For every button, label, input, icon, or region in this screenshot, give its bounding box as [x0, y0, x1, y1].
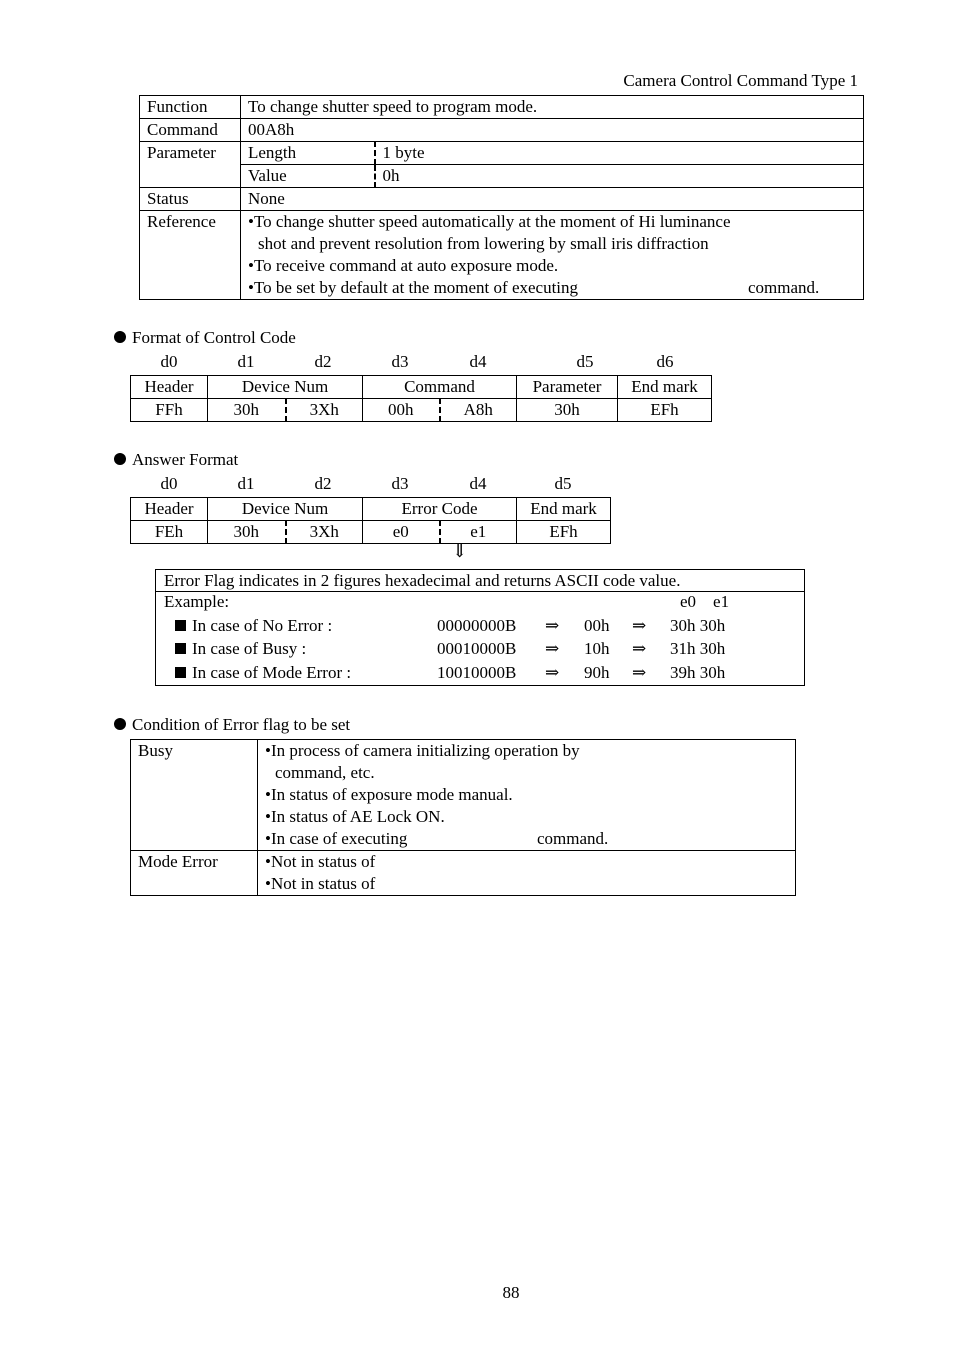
answer-format-table — [130, 497, 611, 544]
right-arrow-icon: ⇒ — [545, 639, 560, 658]
square-bullet-icon — [175, 620, 186, 631]
square-bullet-icon — [175, 667, 186, 678]
bullet-dot-icon — [114, 718, 126, 730]
error-flag-title: Error Flag indicates in 2 figures hexadecimal and returns ASCII code value. — [156, 570, 804, 592]
busy-line-5: •In case of executing — [265, 829, 408, 848]
mode-error-line-1: •Not in status of — [265, 852, 376, 871]
page-number: 88 — [502, 1283, 520, 1302]
busy-line-5-tail: command. — [537, 829, 609, 848]
right-arrow-icon: ⇒ — [545, 663, 560, 682]
control-code-value-row — [131, 399, 712, 422]
header-cell: Header — [131, 376, 208, 399]
error-code-cell: Error Code — [363, 498, 517, 521]
digit-label: d4 — [469, 352, 487, 371]
busy-line-4: •In status of AE Lock ON. — [265, 807, 445, 826]
reference-line-2: shot and prevent resolution from lowering by small iris diffraction — [258, 234, 709, 253]
condition-title: Condition of Error flag to be set — [132, 715, 351, 734]
row-hex: 90h — [584, 663, 610, 682]
reference-line-4-tail: command. — [748, 278, 820, 297]
bullet-dot-icon — [114, 331, 126, 343]
command-row — [140, 119, 864, 142]
digit-label: d5 — [576, 352, 594, 371]
value-cell: EFh — [517, 521, 611, 544]
row-ascii: 31h 30h — [670, 639, 726, 658]
page-header-title: Camera Control Command Type 1 — [623, 71, 858, 90]
value-value: 0h — [375, 165, 864, 188]
control-code-heading — [114, 328, 296, 348]
row-binary: 00010000B — [437, 639, 517, 658]
error-flag-box — [155, 569, 805, 686]
end-mark-cell: End mark — [618, 376, 712, 399]
value-cell: A8h — [440, 399, 517, 422]
value-cell: 30h — [208, 399, 286, 422]
e-heading: e0 e1 — [680, 592, 730, 611]
condition-heading — [114, 715, 350, 735]
reference-line-3: •To receive command at auto exposure mode. — [248, 256, 559, 275]
value-label: Value — [241, 165, 375, 188]
digit-label: d1 — [237, 474, 255, 493]
mode-error-line-2: •Not in status of — [265, 874, 376, 893]
digit-label: d6 — [656, 352, 674, 371]
status-label: Status — [140, 188, 241, 211]
busy-line-3: •In status of exposure mode manual. — [265, 785, 513, 804]
row-ascii: 39h 30h — [670, 663, 726, 682]
parameter-length-row — [140, 142, 864, 165]
example-row-no-error — [175, 616, 332, 639]
value-cell: FEh — [131, 521, 208, 544]
digit-label: d1 — [237, 352, 255, 371]
device-num-cell: Device Num — [208, 376, 363, 399]
value-cell: e1 — [440, 521, 517, 544]
mode-error-row — [131, 851, 796, 896]
mode-error-label: Mode Error — [131, 851, 258, 896]
value-cell: e0 — [363, 521, 440, 544]
length-label: Length — [241, 142, 375, 165]
down-arrow-icon: ⇓ — [452, 541, 468, 561]
value-cell: 3Xh — [286, 399, 363, 422]
mode-error-conditions — [258, 851, 796, 896]
busy-row — [131, 740, 796, 851]
right-arrow-icon: ⇒ — [632, 663, 647, 682]
answer-format-heading — [114, 450, 238, 470]
value-cell: 30h — [208, 521, 286, 544]
bullet-dot-icon — [114, 453, 126, 465]
busy-conditions — [258, 740, 796, 851]
digit-label: d3 — [391, 352, 409, 371]
reference-value — [241, 211, 864, 300]
square-bullet-icon — [175, 643, 186, 654]
right-arrow-icon: ⇒ — [632, 616, 647, 635]
row-binary: 10010000B — [437, 663, 517, 682]
row-label: In case of No Error : — [192, 616, 333, 635]
value-cell: 00h — [363, 399, 440, 422]
busy-label: Busy — [131, 740, 258, 851]
function-label: Function — [140, 96, 241, 119]
reference-label: Reference — [140, 211, 241, 300]
answer-value-row — [131, 521, 611, 544]
row-ascii: 30h 30h — [670, 616, 726, 635]
digit-label: d5 — [554, 474, 572, 493]
value-cell: 3Xh — [286, 521, 363, 544]
digit-label: d3 — [391, 474, 409, 493]
control-code-header-row — [131, 376, 712, 399]
device-num-cell: Device Num — [208, 498, 363, 521]
busy-line-2: command, etc. — [275, 763, 375, 782]
digit-label: d2 — [314, 352, 332, 371]
reference-line-1: •To change shutter speed automatically at the moment of Hi luminance — [248, 212, 731, 231]
value-cell: FFh — [131, 399, 208, 422]
control-code-title: Format of Control Code — [132, 328, 296, 347]
status-value: None — [241, 188, 864, 211]
right-arrow-icon: ⇒ — [632, 639, 647, 658]
example-row-mode-error — [175, 663, 351, 686]
parameter-value-row — [140, 165, 864, 188]
reference-line-4: •To be set by default at the moment of executing — [248, 278, 579, 297]
control-code-table — [130, 375, 712, 422]
header-cell: Header — [131, 498, 208, 521]
right-arrow-icon: ⇒ — [545, 616, 560, 635]
answer-header-row — [131, 498, 611, 521]
digit-label: d0 — [160, 474, 178, 493]
end-mark-cell: End mark — [517, 498, 611, 521]
busy-line-1: •In process of camera initializing operation by — [265, 741, 580, 760]
value-cell: 30h — [517, 399, 618, 422]
row-binary: 00000000B — [437, 616, 517, 635]
parameter-label: Parameter — [140, 142, 241, 188]
row-label: In case of Mode Error : — [192, 663, 352, 682]
command-label: Command — [140, 119, 241, 142]
command-value: 00A8h — [241, 119, 864, 142]
example-row-busy — [175, 639, 306, 662]
function-value: To change shutter speed to program mode. — [241, 96, 864, 119]
value-cell: EFh — [618, 399, 712, 422]
status-row — [140, 188, 864, 211]
answer-format-title: Answer Format — [132, 450, 239, 469]
row-label: In case of Busy : — [192, 639, 307, 658]
row-hex: 00h — [584, 616, 610, 635]
function-row — [140, 96, 864, 119]
reference-row — [140, 211, 864, 300]
digit-label: d2 — [314, 474, 332, 493]
row-hex: 10h — [584, 639, 610, 658]
command-spec-table — [139, 95, 864, 300]
length-value: 1 byte — [375, 142, 864, 165]
condition-table — [130, 739, 796, 896]
parameter-cell: Parameter — [517, 376, 618, 399]
example-label: Example: — [164, 592, 230, 611]
digit-label: d4 — [469, 474, 487, 493]
command-cell: Command — [363, 376, 517, 399]
digit-label: d0 — [160, 352, 178, 371]
